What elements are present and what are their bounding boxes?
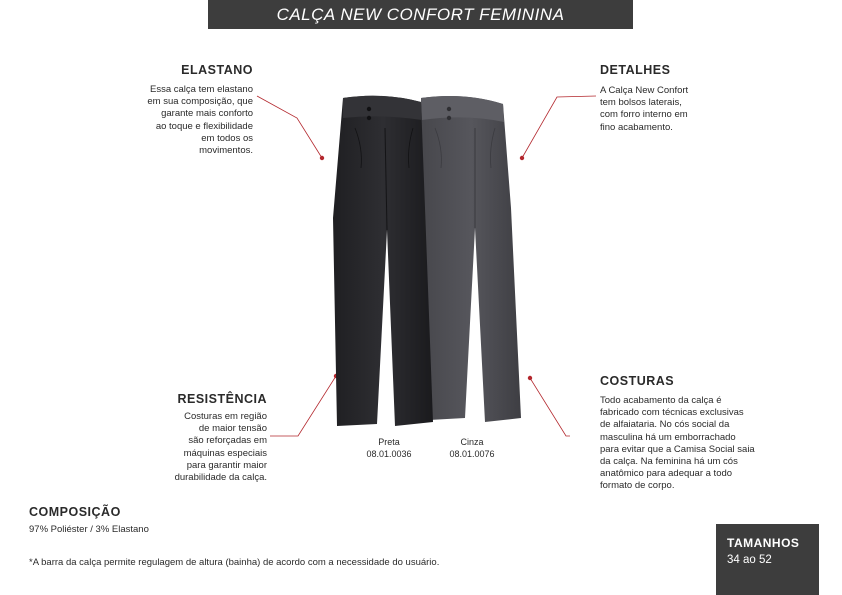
- product-label-preta: Preta 08.01.0036: [366, 437, 412, 459]
- product-label-cinza: Cinza 08.01.0076: [449, 437, 495, 459]
- composition-value: 97% Poliéster / 3% Elastano: [29, 524, 149, 535]
- page-title: CALÇA NEW CONFORT FEMININA: [276, 4, 565, 24]
- detalhes-text: A Calça New Confort tem bolsos laterais, com forro interno em fino acabamento.: [600, 85, 689, 133]
- dot-elastano: [320, 156, 324, 160]
- resistencia-text: Costuras em região de maior tensão são reforçadas em máquinas especiais para garantir maior durabilidade da calça.: [174, 411, 267, 484]
- grey-pants-image: [421, 96, 521, 422]
- footnote: *A barra da calça permite regulagem de altura (bainha) de acordo com a necessidade do usuário.: [29, 557, 440, 568]
- sizes-value: 34 ao 52: [727, 554, 772, 566]
- elastano-text: Essa calça tem elastano em sua composição, que garante mais conforto ao toque e flexibilidade em todos os movimentos.: [147, 84, 253, 157]
- pants-illustration: [325, 88, 535, 438]
- detalhes-heading: DETALHES: [600, 63, 671, 77]
- resistencia-heading: RESISTÊNCIA: [177, 392, 267, 406]
- leader-costuras: [530, 378, 570, 436]
- sizes-box: [716, 524, 819, 595]
- elastano-heading: ELASTANO: [181, 63, 253, 77]
- costuras-text: Todo acabamento da calça é fabricado com técnicas exclusivas de alfaiataria. No cós social da masculina há um emborrachado para evitar que a Camisa Social saia da calça. Na feminina há um cós anatômico para adequar a todo formato de corpo.: [600, 395, 755, 492]
- black-pants-image: [333, 96, 433, 426]
- costuras-heading: COSTURAS: [600, 374, 675, 388]
- sizes-title: TAMANHOS: [727, 536, 800, 550]
- composition-heading: COMPOSIÇÃO: [29, 505, 121, 519]
- leader-elastano: [257, 96, 322, 158]
